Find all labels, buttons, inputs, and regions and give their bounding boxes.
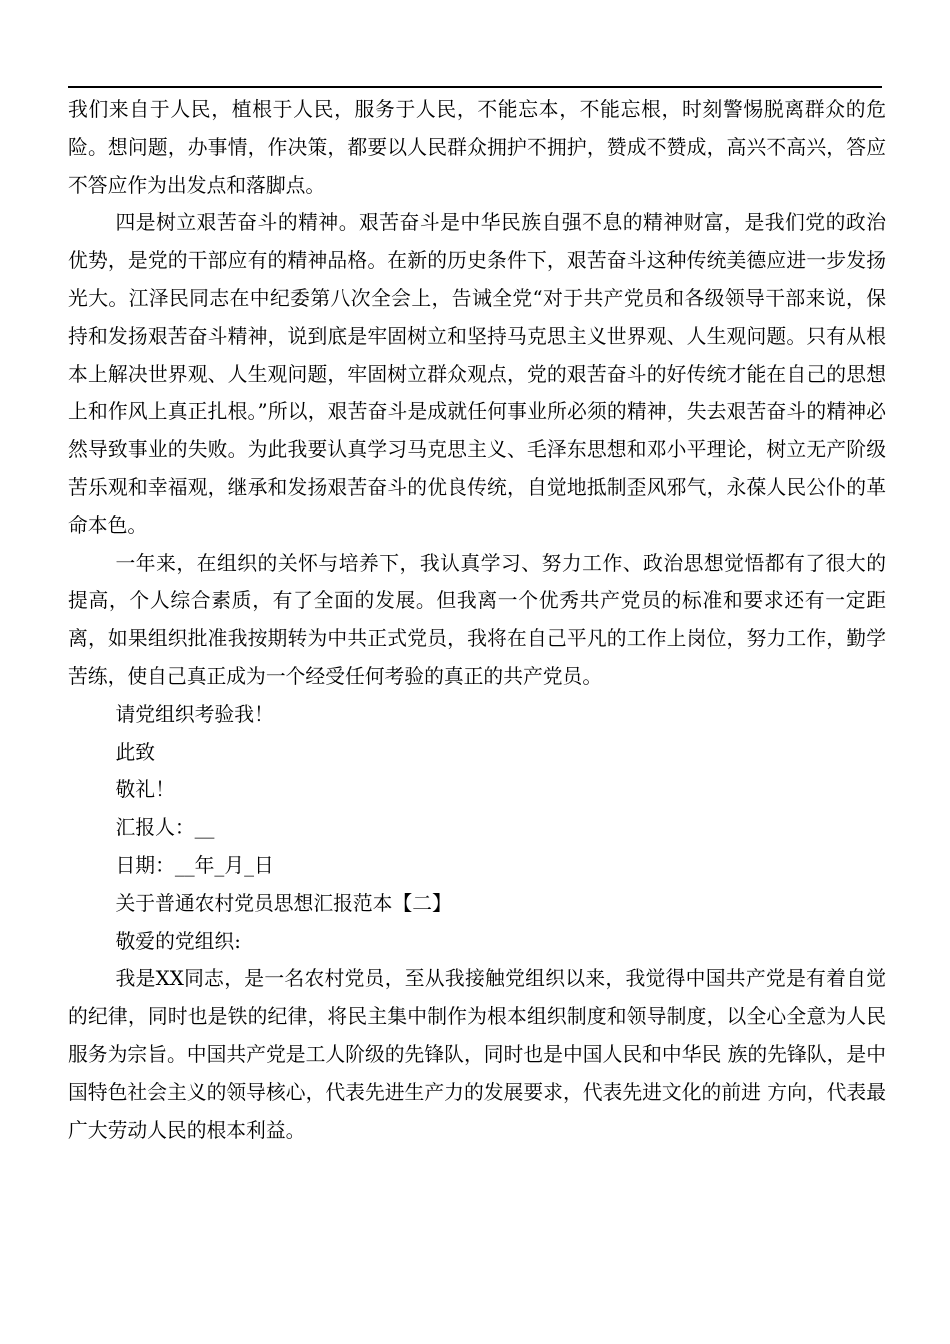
paragraph-continuation: 我们来自于人民，植根于人民，服务于人民，不能忘本，不能忘根，时刻警惕脱离群众的危险。想问题，办事情，作决策，都要以人民群众拥护不拥护，赞成不赞成，高兴不高兴，答应不答应作为出发点和落脚点。 [68,98,886,197]
closing-request: 请党组织考验我！ [115,702,274,726]
paragraph-hardworking-spirit: 四是树立艰苦奋斗的精神。艰苦奋斗是中华民族自强不息的精神财富，是我们党的政治优势，是党的干部应有的精神品格。在新的历史条件下，艰苦奋斗这种传统美德应进一步发扬光大。江泽民同志在中纪委第八次全会上，告诫全党“对于共产党员和各级领导干部来说，保持和发扬艰苦奋斗精神，说到底是牢固树立和坚持马克思主义世界观、人生观问题。只有从根本上解决世界观、人生观问题，牢固树立群众观点，党的艰苦奋斗的好传统才能在自己的思想上和作风上真正扎根。”所以，艰苦奋斗是成就任何事业所必须的精神，失去艰苦奋斗的精神必然导致事业的失败。为此我要认真学习马克思主义、毛泽东思想和邓小平理论，树立无产阶级苦乐观和幸福观，继承和发扬艰苦奋斗的优良传统，自觉地抵制歪风邪气，永葆人民公仆的革命本色。 [68,211,886,537]
closing-salute-1: 此致 [115,740,156,764]
date-line: 日期：__年_月_日 [115,853,274,877]
paragraph-introduction: 我是XX同志，是一名农村党员，至从我接触党组织以来，我觉得中国共产党是有着自觉的纪律，同时也是铁的纪律，将民主集中制作为根本组织制度和领导制度，以全心全意为人民服务为宗旨。中国共产党是工人阶级的先锋队，同时也是中国人民和中华民 族的先锋队，是中国特色社会主义的领导核心，代表先进生产力的发展要求，代表先进文化的前进 方向，代表最广大劳动人民的根本利益。 [68,967,886,1142]
reporter-line: 汇报人：__ [115,816,215,840]
header-rule [68,86,882,88]
closing-salute-2: 敬礼！ [115,778,175,802]
document-body [68,91,886,1149]
greeting: 敬爱的党组织: [115,929,241,953]
paragraph-year-summary: 一年来，在组织的关怀与培养下，我认真学习、努力工作、政治思想觉悟都有了很大的提高，个人综合素质，有了全面的发展。但我离一个优秀共产党员的标准和要求还有一定距离，如果组织批准我按期转为中共正式党员，我将在自己平凡的工作上岗位，努力工作，勤学苦练，使自己真正成为一个经受任何考验的真正的共产党员。 [68,551,886,688]
section-title: 关于普通农村党员思想汇报范本【二】 [115,891,452,915]
